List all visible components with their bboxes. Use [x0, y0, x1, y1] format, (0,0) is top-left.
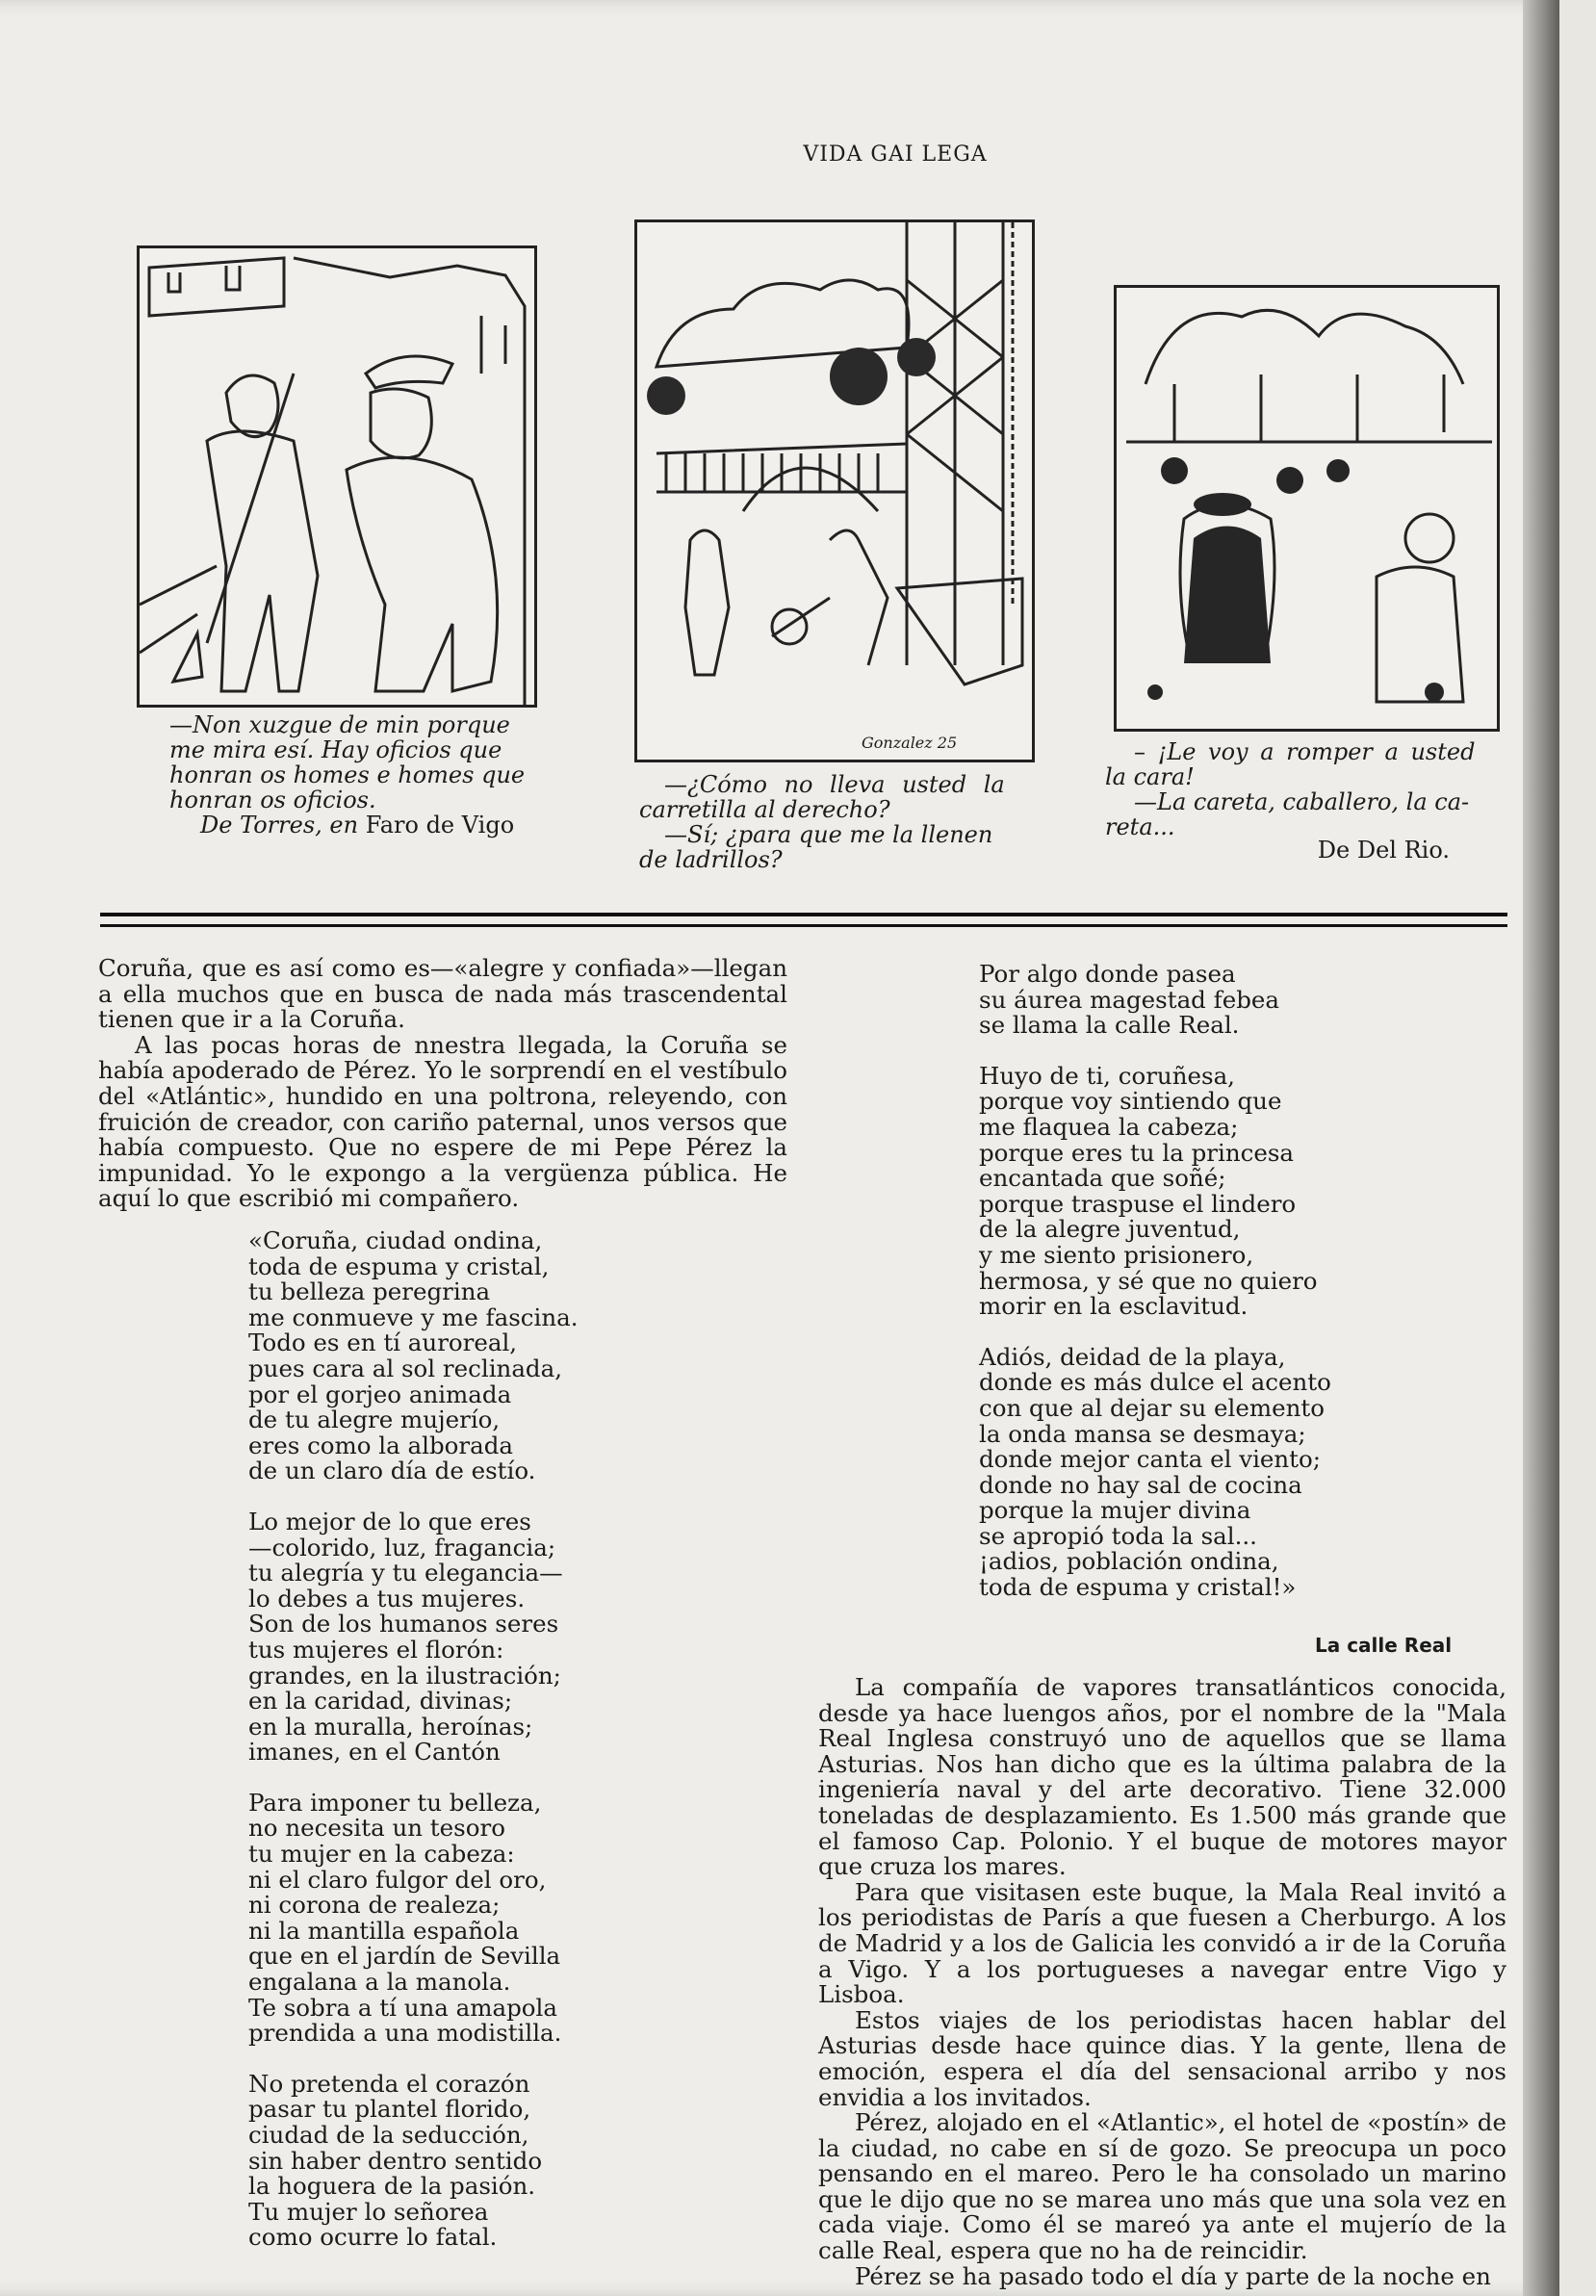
verse-line: pasar tu plantel florido,	[248, 2095, 531, 2124]
verse-line: —colorido, luz, fragancia;	[248, 1533, 556, 1561]
verse-line: Para imponer tu belleza,	[248, 1788, 542, 1817]
stanza	[979, 1342, 1331, 1602]
verse-line: Te sobra a tí una amapola	[248, 1993, 557, 2022]
caption-line: —Non xuzgue de min porque	[169, 711, 510, 738]
verse-line: tu belleza peregrina	[248, 1277, 491, 1306]
caption-line: —Sí; ¿para que me la llenen	[664, 821, 993, 848]
verse-line: como ocurre lo fatal.	[248, 2223, 498, 2252]
verse-line: morir en la esclavitud.	[979, 1292, 1248, 1321]
verse-line: ni el claro fulgor del oro,	[248, 1865, 547, 1894]
verse-line: su áurea magestad febea	[979, 985, 1280, 1014]
caption-source: De Del Rio.	[1317, 837, 1450, 864]
verse-line: Adiós, deidad de la playa,	[979, 1342, 1286, 1371]
caption-line: – ¡Le voy a romper a usted	[1134, 738, 1476, 765]
source-name: Faro de Vigo	[365, 812, 515, 838]
verse-line: Lo mejor de lo que eres	[248, 1507, 531, 1535]
verse-line: que en el jardín de Sevilla	[248, 1942, 561, 1971]
verse-line: de un claro día de estío.	[248, 1457, 536, 1485]
cartoon-1-drawing	[140, 248, 534, 705]
stanza	[979, 1061, 1331, 1321]
verse-line: Son de los humanos seres	[248, 1610, 559, 1638]
left-column-prose	[98, 956, 787, 1212]
cartoon-2-drawing	[637, 222, 1032, 760]
verse-line: donde es más dulce el acento	[979, 1368, 1331, 1397]
verse-line: engalana a la manola.	[248, 1968, 511, 1997]
verse-line: Todo es en tí auroreal,	[248, 1329, 518, 1357]
verse-line: Por algo donde pasea	[979, 960, 1236, 988]
right-column-prose	[818, 1675, 1506, 2289]
verse-line: se apropió toda la sal...	[979, 1521, 1257, 1550]
verse-line: tu mujer en la cabeza:	[248, 1840, 515, 1869]
stanza	[979, 962, 1331, 1039]
caption-line: reta...	[1105, 813, 1175, 840]
caption-line: honran os homes e homes que	[169, 761, 526, 788]
stanza	[248, 1509, 579, 1766]
verse-line: ni corona de realeza;	[248, 1891, 501, 1920]
verse-line: imanes, en el Cantón	[248, 1738, 501, 1767]
verse-line: se llama la calle Real.	[979, 1011, 1240, 1040]
source-prefix: De Torres, en	[200, 812, 366, 838]
paragraph: Estos viajes de los periodistas hacen hablar del Asturias desde hace quince dias. Y la gente, llena de emoción, espera el día del sensacional arribo y nos envidia a los invitados.	[818, 2005, 1506, 2111]
cartoon-2-signature: Gonzalez 25	[862, 734, 958, 752]
paragraph: Pérez se ha pasado todo el día y parte de la noche en	[855, 2261, 1491, 2290]
verse-line: toda de espuma y cristal!»	[979, 1573, 1297, 1602]
verse-line: la onda mansa se desmaya;	[979, 1419, 1306, 1448]
caption-line: carretilla al derecho?	[639, 796, 890, 823]
verse-line: con que al dejar su elemento	[979, 1393, 1325, 1422]
section-rule-top	[100, 913, 1507, 916]
paragraph: Pérez, alojado en el «Atlantic», el hotel de «postín» de la ciudad, no cabe en sí de gozo. Se preocupa un poco pensando en el mareo. Pero le ha consolado un marino que le dijo que no se marea uno más que una sola vez en cada viaje. Como él se mareó ya ante el mujerío de la calle Real, espera que no ha de reincidir.	[818, 2108, 1506, 2265]
verse-line: porque traspuse el lindero	[979, 1189, 1297, 1218]
verse-line: la hoguera de la pasión.	[248, 2172, 536, 2201]
section-subheading: La calle Real	[1315, 1634, 1453, 1657]
caption-line: de ladrillos?	[639, 846, 783, 873]
verse-line: me conmueve y me fascina.	[248, 1303, 579, 1331]
verse-line: encantada que soñé;	[979, 1164, 1226, 1193]
verse-line: pues cara al sol reclinada,	[248, 1354, 563, 1382]
verse-line: en la muralla, heroínas;	[248, 1712, 533, 1741]
verse-line: no necesita un tesoro	[248, 1814, 505, 1843]
cartoon-2-caption	[639, 772, 1024, 872]
verse-line: sin haber dentro sentido	[248, 2146, 543, 2175]
verse-line: donde mejor canta el viento;	[979, 1445, 1322, 1474]
verse-line: eres como la alborada	[248, 1431, 514, 1459]
verse-line: «Coruña, ciudad ondina,	[248, 1226, 543, 1254]
verse-line: Huyo de ti, coruñesa,	[979, 1061, 1235, 1090]
verse-line: ciudad de la seducción,	[248, 2121, 529, 2149]
caption-line: —¿Cómo no lleva usted la	[664, 771, 1005, 798]
caption-source	[169, 813, 554, 838]
stanza	[248, 1788, 579, 2048]
cartoon-3	[1114, 285, 1500, 732]
stanza	[248, 2069, 579, 2252]
caption-line: —La careta, caballero, la ca-	[1134, 788, 1470, 815]
cartoon-1	[137, 245, 537, 708]
verse-line: en la caridad, divinas;	[248, 1687, 513, 1716]
verse-line: lo debes a tus mujeres.	[248, 1584, 526, 1612]
cartoon-3-drawing	[1117, 288, 1497, 729]
verse-line: y me siento prisionero,	[979, 1240, 1254, 1269]
caption-line: la cara!	[1105, 763, 1195, 790]
cartoon-2	[634, 219, 1035, 762]
paragraph: Para que visitasen este buque, la Mala Real invitó a los periodistas de París a que fuesen a Cherburgo. A los de Madrid y a los de Galicia les convidó a ir de la Coruña a Vigo. Y a los portugueses a navegar entre Vigo y Lisboa.	[818, 1877, 1506, 2009]
verse-line: porque eres tu la princesa	[979, 1138, 1295, 1167]
page-edge-shadow	[1523, 0, 1559, 2296]
verse-line: por el gorjeo animada	[248, 1380, 512, 1408]
verse-line: hermosa, y sé que no quiero	[979, 1266, 1318, 1295]
verse-line: ni la mantilla española	[248, 1916, 520, 1945]
verse-line: porque voy sintiendo que	[979, 1087, 1282, 1116]
caption-line: me mira esí. Hay oficios que	[169, 736, 502, 763]
verse-line: porque la mujer divina	[979, 1496, 1251, 1525]
verse-line: No pretenda el corazón	[248, 2069, 530, 2098]
paragraph: La compañía de vapores transatlánticos conocida, desde ya hace luengos años, por el nombre de la "Mala Real Inglesa construyó uno de aquellos que se llama Asturias. Nos han dicho que es la última palabra de la ingeniería naval y del arte decorativo. Tiene 32.000 toneladas de desplazamiento. Es 1.500 más grande que el famoso Cap. Polonio. Y el buque de motores mayor que cruza los mares.	[818, 1673, 1506, 1881]
verse-line: grandes, en la ilustración;	[248, 1661, 561, 1690]
page-header	[0, 142, 1596, 167]
verse-line: de tu alegre mujerío,	[248, 1406, 501, 1434]
verse-line: de la alegre juventud,	[979, 1215, 1241, 1244]
verse-line: me flaquea la cabeza;	[979, 1112, 1239, 1141]
verse-line: donde no hay sal de cocina	[979, 1470, 1302, 1499]
left-column-poem	[248, 1228, 579, 2276]
right-column-poem	[979, 962, 1331, 1626]
header-title: VIDA GAI LEGA	[803, 142, 988, 167]
cartoon-3-caption	[1105, 739, 1490, 863]
caption-line: honran os oficios.	[169, 787, 376, 813]
paragraph: A las pocas horas de nnestra llegada, la Coruña se había apoderado de Pérez. Yo le sorprendí en el vestíbulo del «Atlántic», hundido en una poltrona, releyendo, con fruición de creador, con cariño paternal, unos versos que había compuesto. Que no espere de mi Pepe Pérez la impunidad. Yo le expongo a la vergüenza pública. He aquí lo que escribió mi compañero.	[98, 1030, 787, 1213]
cartoon-1-caption	[169, 712, 554, 838]
section-rule-bottom	[100, 924, 1507, 927]
stanza	[248, 1228, 579, 1484]
paragraph: Coruña, que es así como es—«alegre y confiada»—llegan a ella muchos que en busca de nada más trascendental tienen que ir a la Coruña.	[98, 954, 787, 1034]
verse-line: tu alegría y tu elegancia—	[248, 1559, 563, 1587]
verse-line: toda de espuma y cristal,	[248, 1251, 550, 1280]
verse-line: tus mujeres el florón:	[248, 1635, 504, 1664]
verse-line: ¡adios, población ondina,	[979, 1547, 1279, 1576]
verse-line: Tu mujer lo señorea	[248, 2197, 489, 2226]
verse-line: prendida a una modistilla.	[248, 2019, 562, 2048]
